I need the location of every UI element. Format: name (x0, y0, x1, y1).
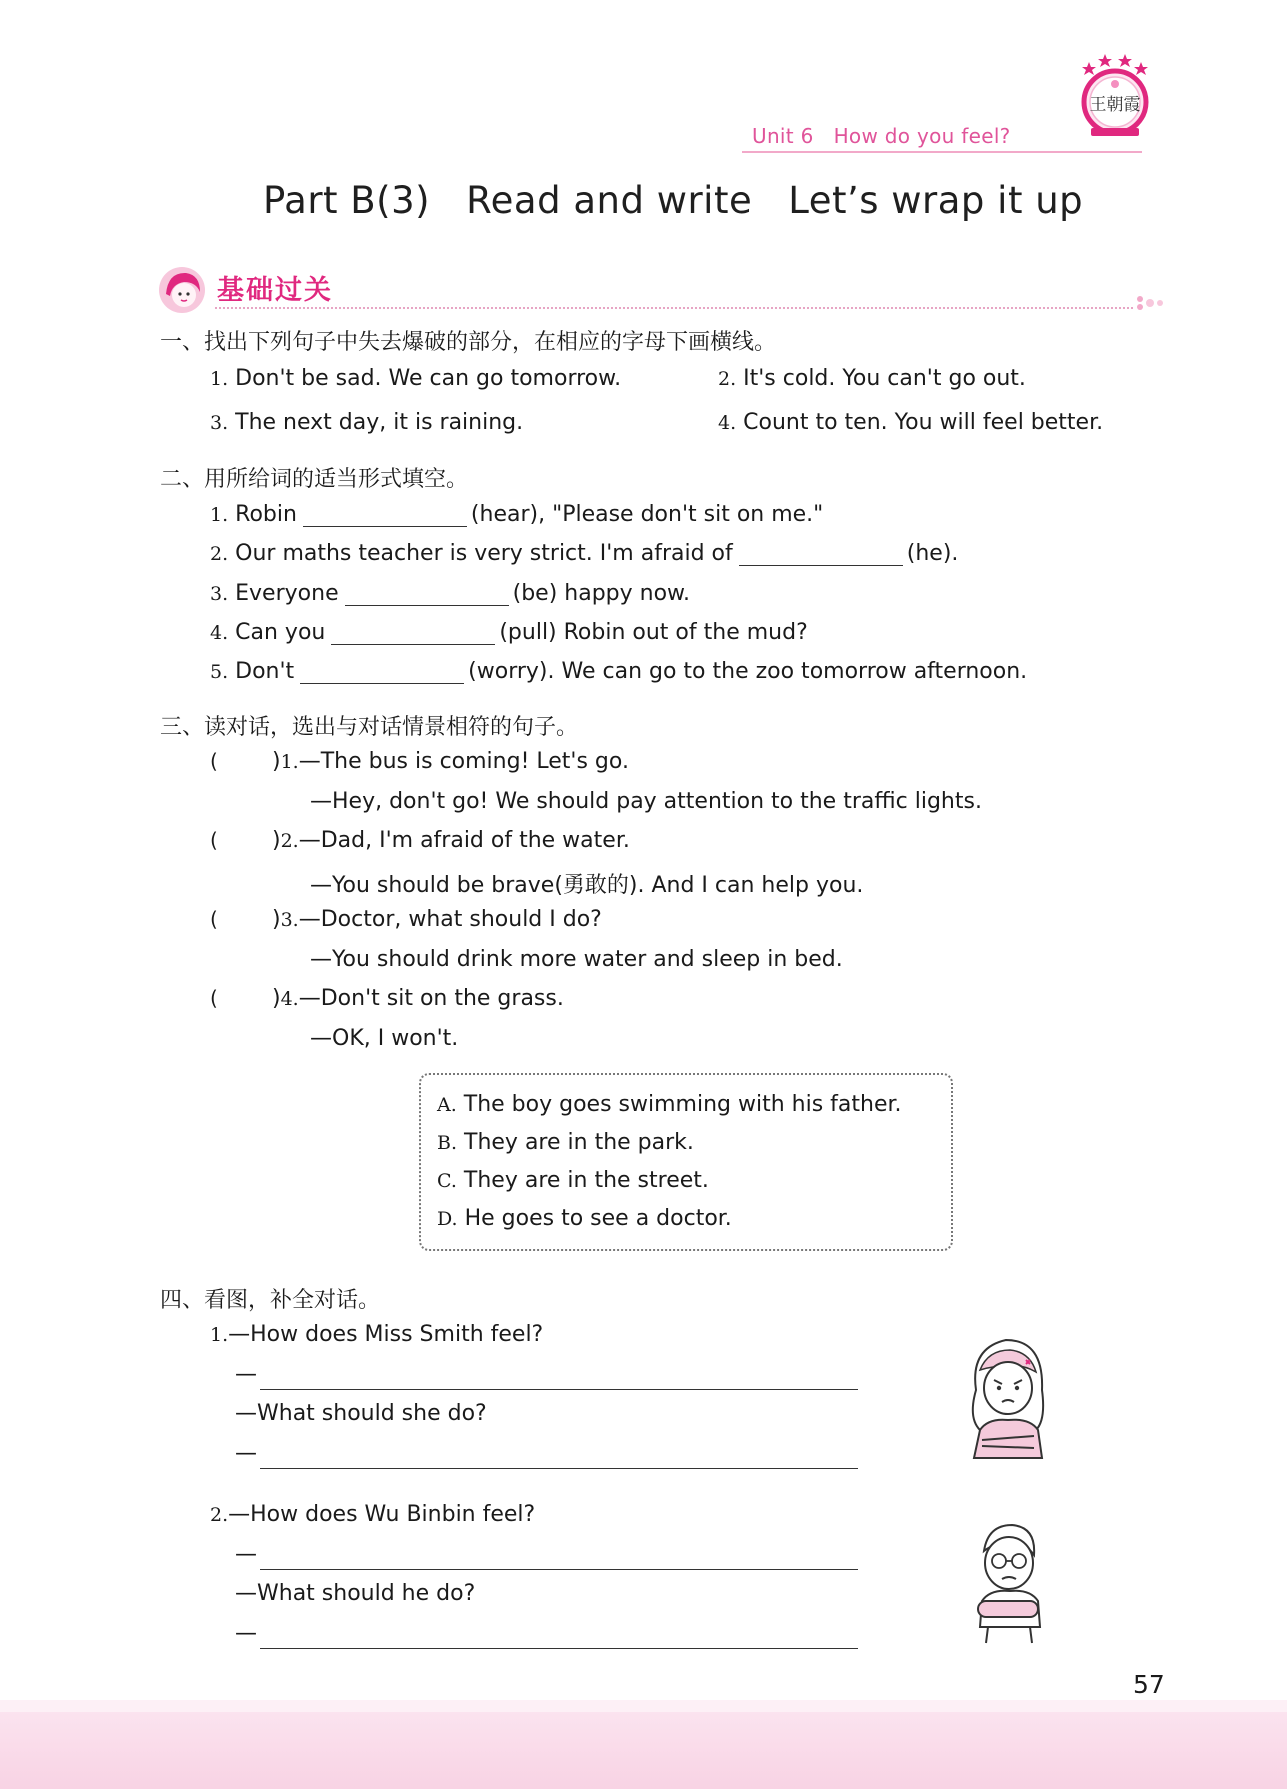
miss-smith-angry-illustration (958, 1330, 1058, 1460)
paren-close: ) (272, 986, 281, 1011)
wu-binbin-sick-illustration (958, 1515, 1058, 1645)
q2-item-3-blank[interactable] (345, 583, 509, 606)
q4-heading: 四、看图，补全对话。 (160, 1288, 381, 1313)
q4-item-1-answer-line2[interactable] (260, 1468, 858, 1469)
q2-item-4-after: (pull) Robin out of the mud? (499, 620, 808, 645)
q4-item-1-answer-line[interactable] (260, 1389, 858, 1390)
q1-item-4-text: Count to ten. You will feel better. (743, 410, 1104, 435)
option-b-text: They are in the park. (464, 1130, 694, 1155)
q3-item-3-num: 3. (280, 909, 299, 931)
q3-item-4-line2: —OK, I won't. (310, 1026, 459, 1051)
section-divider (215, 307, 1133, 309)
unit-number: Unit 6 (752, 124, 814, 148)
q1-item-3 (210, 410, 523, 435)
q2-item-5-num: 5. (210, 661, 229, 683)
q3-item-3-line2: —You should drink more water and sleep in bed. (310, 947, 843, 972)
q3-item-4-line1: —Don't sit on the grass. (298, 986, 564, 1011)
q2-heading: 二、用所给词的适当形式填空。 (160, 467, 469, 492)
q3-item-2-line2: —You should be brave(勇敢的). And I can help you. (310, 873, 864, 898)
section-title: 基础过关 (217, 275, 333, 306)
q1-item-4-num: 4. (718, 412, 737, 434)
q1-item-3-text: The next day, it is raining. (235, 410, 524, 435)
paren-open: ( (210, 907, 218, 931)
q2-item-1-after: (hear), "Please don't sit on me." (470, 502, 824, 527)
q1-item-2-num: 2. (718, 368, 737, 390)
q3-item-4-answer-paren[interactable] (210, 986, 272, 1010)
q2-item-1-before: Robin (235, 502, 297, 527)
q2-item-2-before: Our maths teacher is very strict. I'm afraid of (235, 541, 733, 566)
q4-item-1-dash: — (235, 1362, 257, 1387)
option-a (437, 1092, 902, 1117)
q4-item-2-answer-line2[interactable] (260, 1648, 858, 1649)
q3-item-4 (210, 986, 564, 1011)
q2-item-2-num: 2. (210, 543, 229, 565)
option-d (437, 1206, 732, 1231)
q4-item-2-dash2: — (235, 1621, 257, 1646)
q3-heading: 三、读对话，选出与对话情景相符的句子。 (160, 715, 579, 740)
q4-item-2-num: 2. (210, 1504, 229, 1526)
q1-heading: 一、找出下列句子中失去爆破的部分，在相应的字母下画横线。 (160, 330, 777, 355)
q4-item-2-answer-line[interactable] (260, 1569, 858, 1570)
paren-close: ) (272, 907, 281, 932)
q4-item-2-dash: — (235, 1542, 257, 1567)
q3-item-1-num: 1. (280, 751, 299, 773)
q2-item-4-num: 4. (210, 622, 229, 644)
q2-item-3-after: (be) happy now. (512, 581, 691, 606)
q3-item-2-num: 2. (280, 830, 299, 852)
logo-text: 王朝霞 (1089, 95, 1141, 115)
q2-item-3-before: Everyone (235, 581, 339, 606)
q1-item-4 (718, 410, 1103, 435)
q3-item-1 (210, 749, 629, 774)
unit-label (752, 124, 1011, 148)
q2-item-3-num: 3. (210, 583, 229, 605)
title-part: Part B(3) (263, 179, 431, 222)
q3-item-3 (210, 907, 602, 932)
q1-item-3-num: 3. (210, 412, 229, 434)
q2-item-4-before: Can you (235, 620, 326, 645)
footer-band (0, 1712, 1287, 1789)
q1-item-1-num: 1. (210, 368, 229, 390)
q4-item-1-num: 1. (210, 1324, 229, 1346)
page-title (263, 179, 1119, 222)
q2-item-5-blank[interactable] (300, 661, 464, 684)
q4-item-2 (210, 1502, 535, 1527)
q3-item-2-answer-paren[interactable] (210, 828, 272, 852)
header-underline (742, 151, 1142, 153)
q3-item-1-answer-paren[interactable] (210, 749, 272, 773)
q3-item-3-answer-paren[interactable] (210, 907, 272, 931)
q4-item-2-question2: —What should he do? (235, 1581, 476, 1606)
option-a-text: The boy goes swimming with his father. (463, 1092, 902, 1117)
q2-item-2 (210, 541, 958, 566)
q3-item-2 (210, 828, 630, 853)
unit-title: How do you feel? (833, 124, 1011, 148)
option-d-letter: D. (437, 1208, 458, 1230)
page-number: 57 (1133, 1670, 1165, 1699)
q2-item-5 (210, 659, 1027, 684)
q3-item-1-line2: —Hey, don't go! We should pay attention to the traffic lights. (310, 789, 982, 814)
publisher-logo (1075, 48, 1155, 138)
q1-item-1-text: Don't be sad. We can go tomorrow. (235, 366, 622, 391)
paren-close: ) (272, 749, 281, 774)
title-wrap-up: Let’s wrap it up (788, 179, 1084, 222)
q4-item-1-question: —How does Miss Smith feel? (228, 1322, 544, 1347)
q2-item-5-before: Don't (235, 659, 295, 684)
paren-open: ( (210, 986, 218, 1010)
q2-item-1-blank[interactable] (303, 504, 467, 527)
q3-item-3-line1: —Doctor, what should I do? (298, 907, 602, 932)
option-c (437, 1168, 709, 1193)
section-dots-icon (1134, 294, 1164, 312)
paren-open: ( (210, 828, 218, 852)
q4-item-1-question2: —What should she do? (235, 1401, 487, 1426)
option-c-text: They are in the street. (463, 1168, 709, 1193)
q4-item-1 (210, 1322, 543, 1347)
q1-item-1 (210, 366, 621, 391)
option-b-letter: B. (437, 1132, 458, 1154)
q4-item-2-question: —How does Wu Binbin feel? (228, 1502, 536, 1527)
option-c-letter: C. (437, 1170, 457, 1192)
q3-item-2-line1: —Dad, I'm afraid of the water. (298, 828, 630, 853)
q2-item-5-after: (worry). We can go to the zoo tomorrow afternoon. (468, 659, 1028, 684)
title-read-write: Read and write (466, 179, 753, 222)
option-d-text: He goes to see a doctor. (464, 1206, 732, 1231)
q1-item-2 (718, 366, 1026, 391)
paren-close: ) (272, 828, 281, 853)
q3-item-1-line1: —The bus is coming! Let's go. (298, 749, 629, 774)
q4-item-1-dash2: — (235, 1441, 257, 1466)
option-a-letter: A. (437, 1094, 457, 1116)
girl-icon (158, 266, 206, 314)
q2-item-4-blank[interactable] (331, 622, 495, 645)
paren-open: ( (210, 749, 218, 773)
q2-item-1 (210, 502, 823, 527)
q1-item-2-text: It's cold. You can't go out. (743, 366, 1026, 391)
q3-item-4-num: 4. (280, 988, 299, 1010)
q2-item-1-num: 1. (210, 504, 229, 526)
q2-item-2-blank[interactable] (739, 543, 903, 566)
q2-item-4 (210, 620, 808, 645)
q2-item-3 (210, 581, 690, 606)
q2-item-2-after: (he). (906, 541, 959, 566)
option-b (437, 1130, 694, 1155)
